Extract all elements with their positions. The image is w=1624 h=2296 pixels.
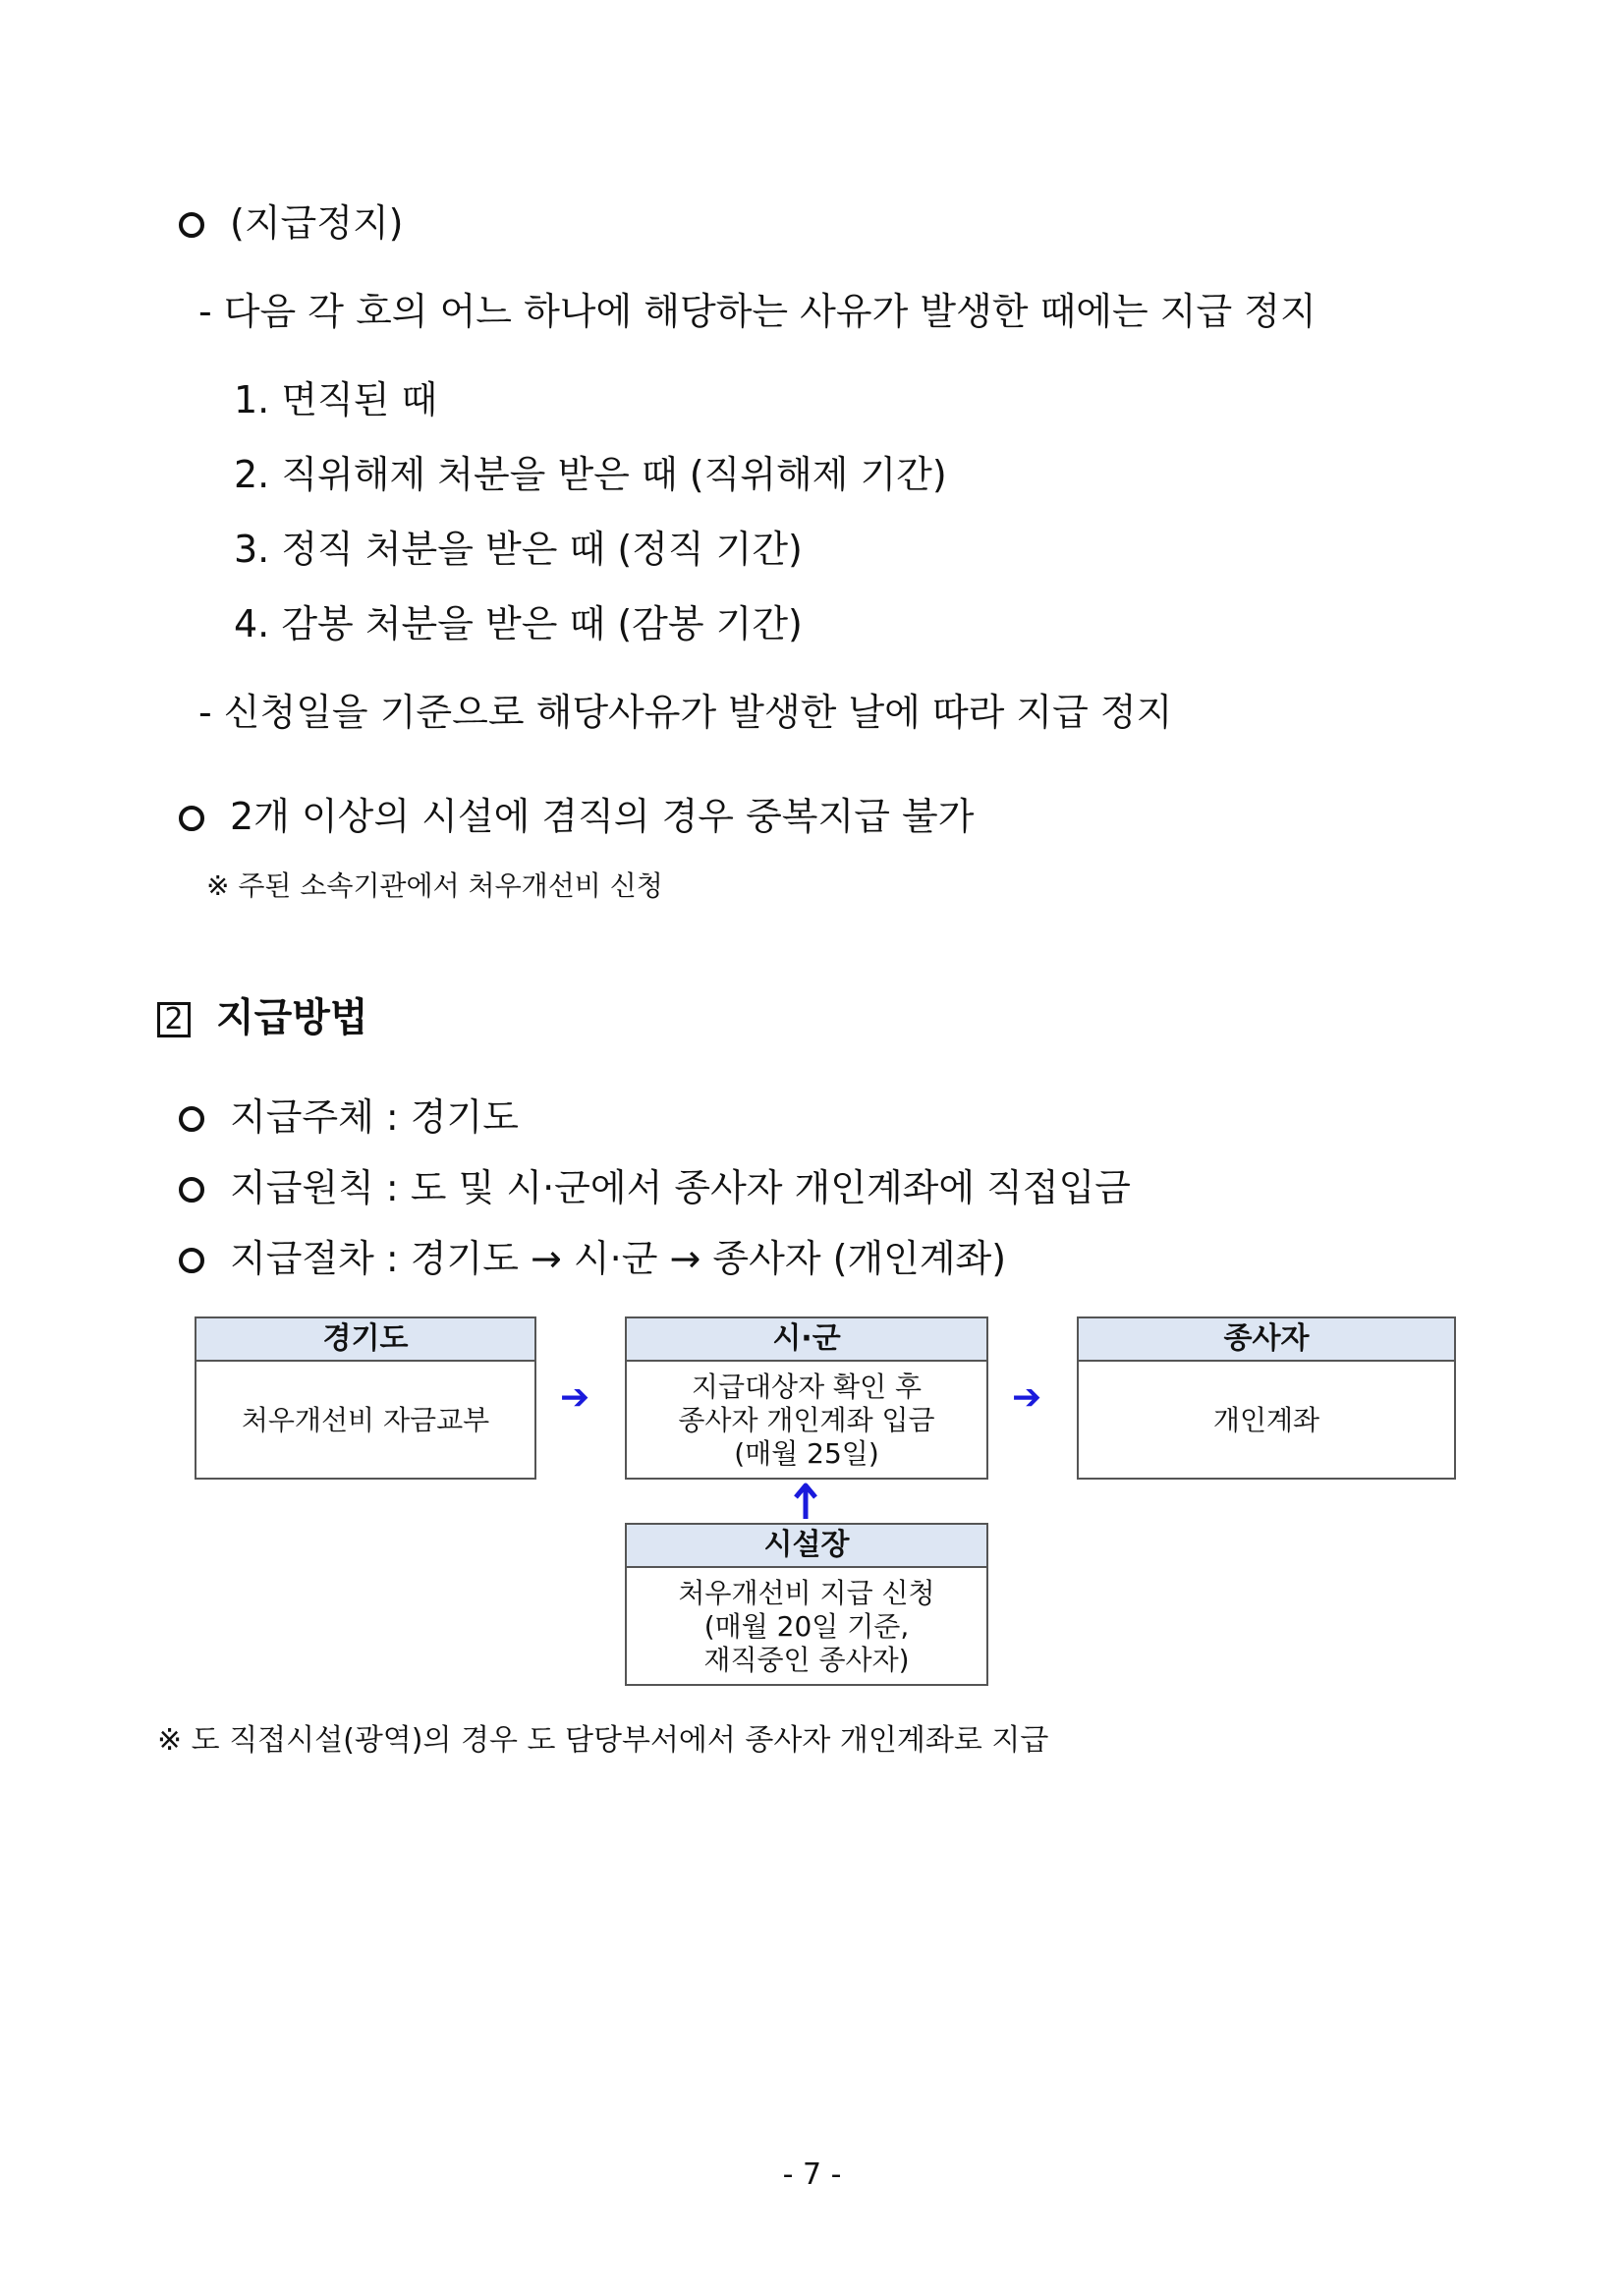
flow-box-head: 시설장 bbox=[627, 1525, 986, 1568]
up-arrow-icon bbox=[792, 1482, 819, 1521]
circle-bullet-icon bbox=[179, 806, 204, 831]
stop-heading bbox=[179, 193, 403, 247]
section-number-box: 2 bbox=[157, 1002, 191, 1037]
method-item-1: 지급주체 : 경기도 bbox=[179, 1087, 519, 1141]
method-item-3: 지급절차 : 경기도 → 시·군 → 종사자 (개인계좌) bbox=[179, 1228, 1006, 1282]
stop-item-2: 2. 직위해제 처분을 받은 때 (직위해제 기간) bbox=[234, 453, 947, 496]
stop-item-4: 4. 감봉 처분을 받은 때 (감봉 기간) bbox=[234, 602, 803, 645]
circle-bullet-icon bbox=[179, 1248, 204, 1273]
flow-box-body: 개인계좌 bbox=[1212, 1404, 1320, 1436]
flow-box-facility-head bbox=[625, 1523, 988, 1686]
right-arrow-icon: ➔ bbox=[560, 1377, 590, 1418]
dup-note: ※ 주된 소속기관에서 처우개선비 신청 bbox=[206, 869, 663, 902]
stop-basis-text: 신청일을 기준으로 해당사유가 발생한 날에 따라 지급 정지 bbox=[223, 691, 1173, 734]
dup-line bbox=[179, 786, 974, 840]
stop-intro-text: 다음 각 호의 어느 하나에 해당하는 사유가 발생한 때에는 지급 정지 bbox=[223, 290, 1316, 333]
flow-box-body: 지급대상자 확인 후 종사자 개인계좌 입금 (매월 25일) bbox=[678, 1371, 935, 1470]
flow-box-worker bbox=[1077, 1316, 1456, 1480]
footnote: ※ 도 직접시설(광역)의 경우 도 담당부서에서 종사자 개인계좌로 지급 bbox=[157, 1723, 1049, 1758]
dup-text: 2개 이상의 시설에 겸직의 경우 중복지급 불가 bbox=[230, 795, 975, 838]
stop-item-3: 3. 정직 처분을 받은 때 (정직 기간) bbox=[234, 528, 803, 571]
right-arrow-icon: ➔ bbox=[1012, 1377, 1042, 1418]
flow-box-head: 종사자 bbox=[1079, 1318, 1454, 1362]
flow-box-body: 처우개선비 자금교부 bbox=[241, 1404, 490, 1436]
section2-heading bbox=[157, 986, 368, 1042]
circle-bullet-icon bbox=[179, 1177, 204, 1203]
flow-box-head: 경기도 bbox=[196, 1318, 534, 1362]
flow-box-gyeonggi bbox=[195, 1316, 536, 1480]
flow-box-body: 처우개선비 지급 신청 (매월 20일 기준, 재직중인 종사자) bbox=[678, 1577, 935, 1676]
circle-bullet-icon bbox=[179, 212, 204, 238]
stop-intro: - 다음 각 호의 어느 하나에 해당하는 사유가 발생한 때에는 지급 정지 bbox=[198, 290, 1316, 333]
circle-bullet-icon bbox=[179, 1106, 204, 1132]
stop-basis: - 신청일을 기준으로 해당사유가 발생한 날에 따라 지급 정지 bbox=[198, 691, 1173, 734]
stop-heading-text: (지급정지) bbox=[230, 201, 404, 245]
flow-box-sigun bbox=[625, 1316, 988, 1480]
flow-box-head: 시·군 bbox=[627, 1318, 986, 1362]
stop-item-1: 1. 면직된 때 bbox=[234, 378, 438, 421]
method-item-2: 지급원칙 : 도 및 시·군에서 종사자 개인계좌에 직접입금 bbox=[179, 1157, 1131, 1211]
page-number: - 7 - bbox=[782, 2157, 842, 2192]
section2-title: 지급방법 bbox=[216, 995, 368, 1040]
